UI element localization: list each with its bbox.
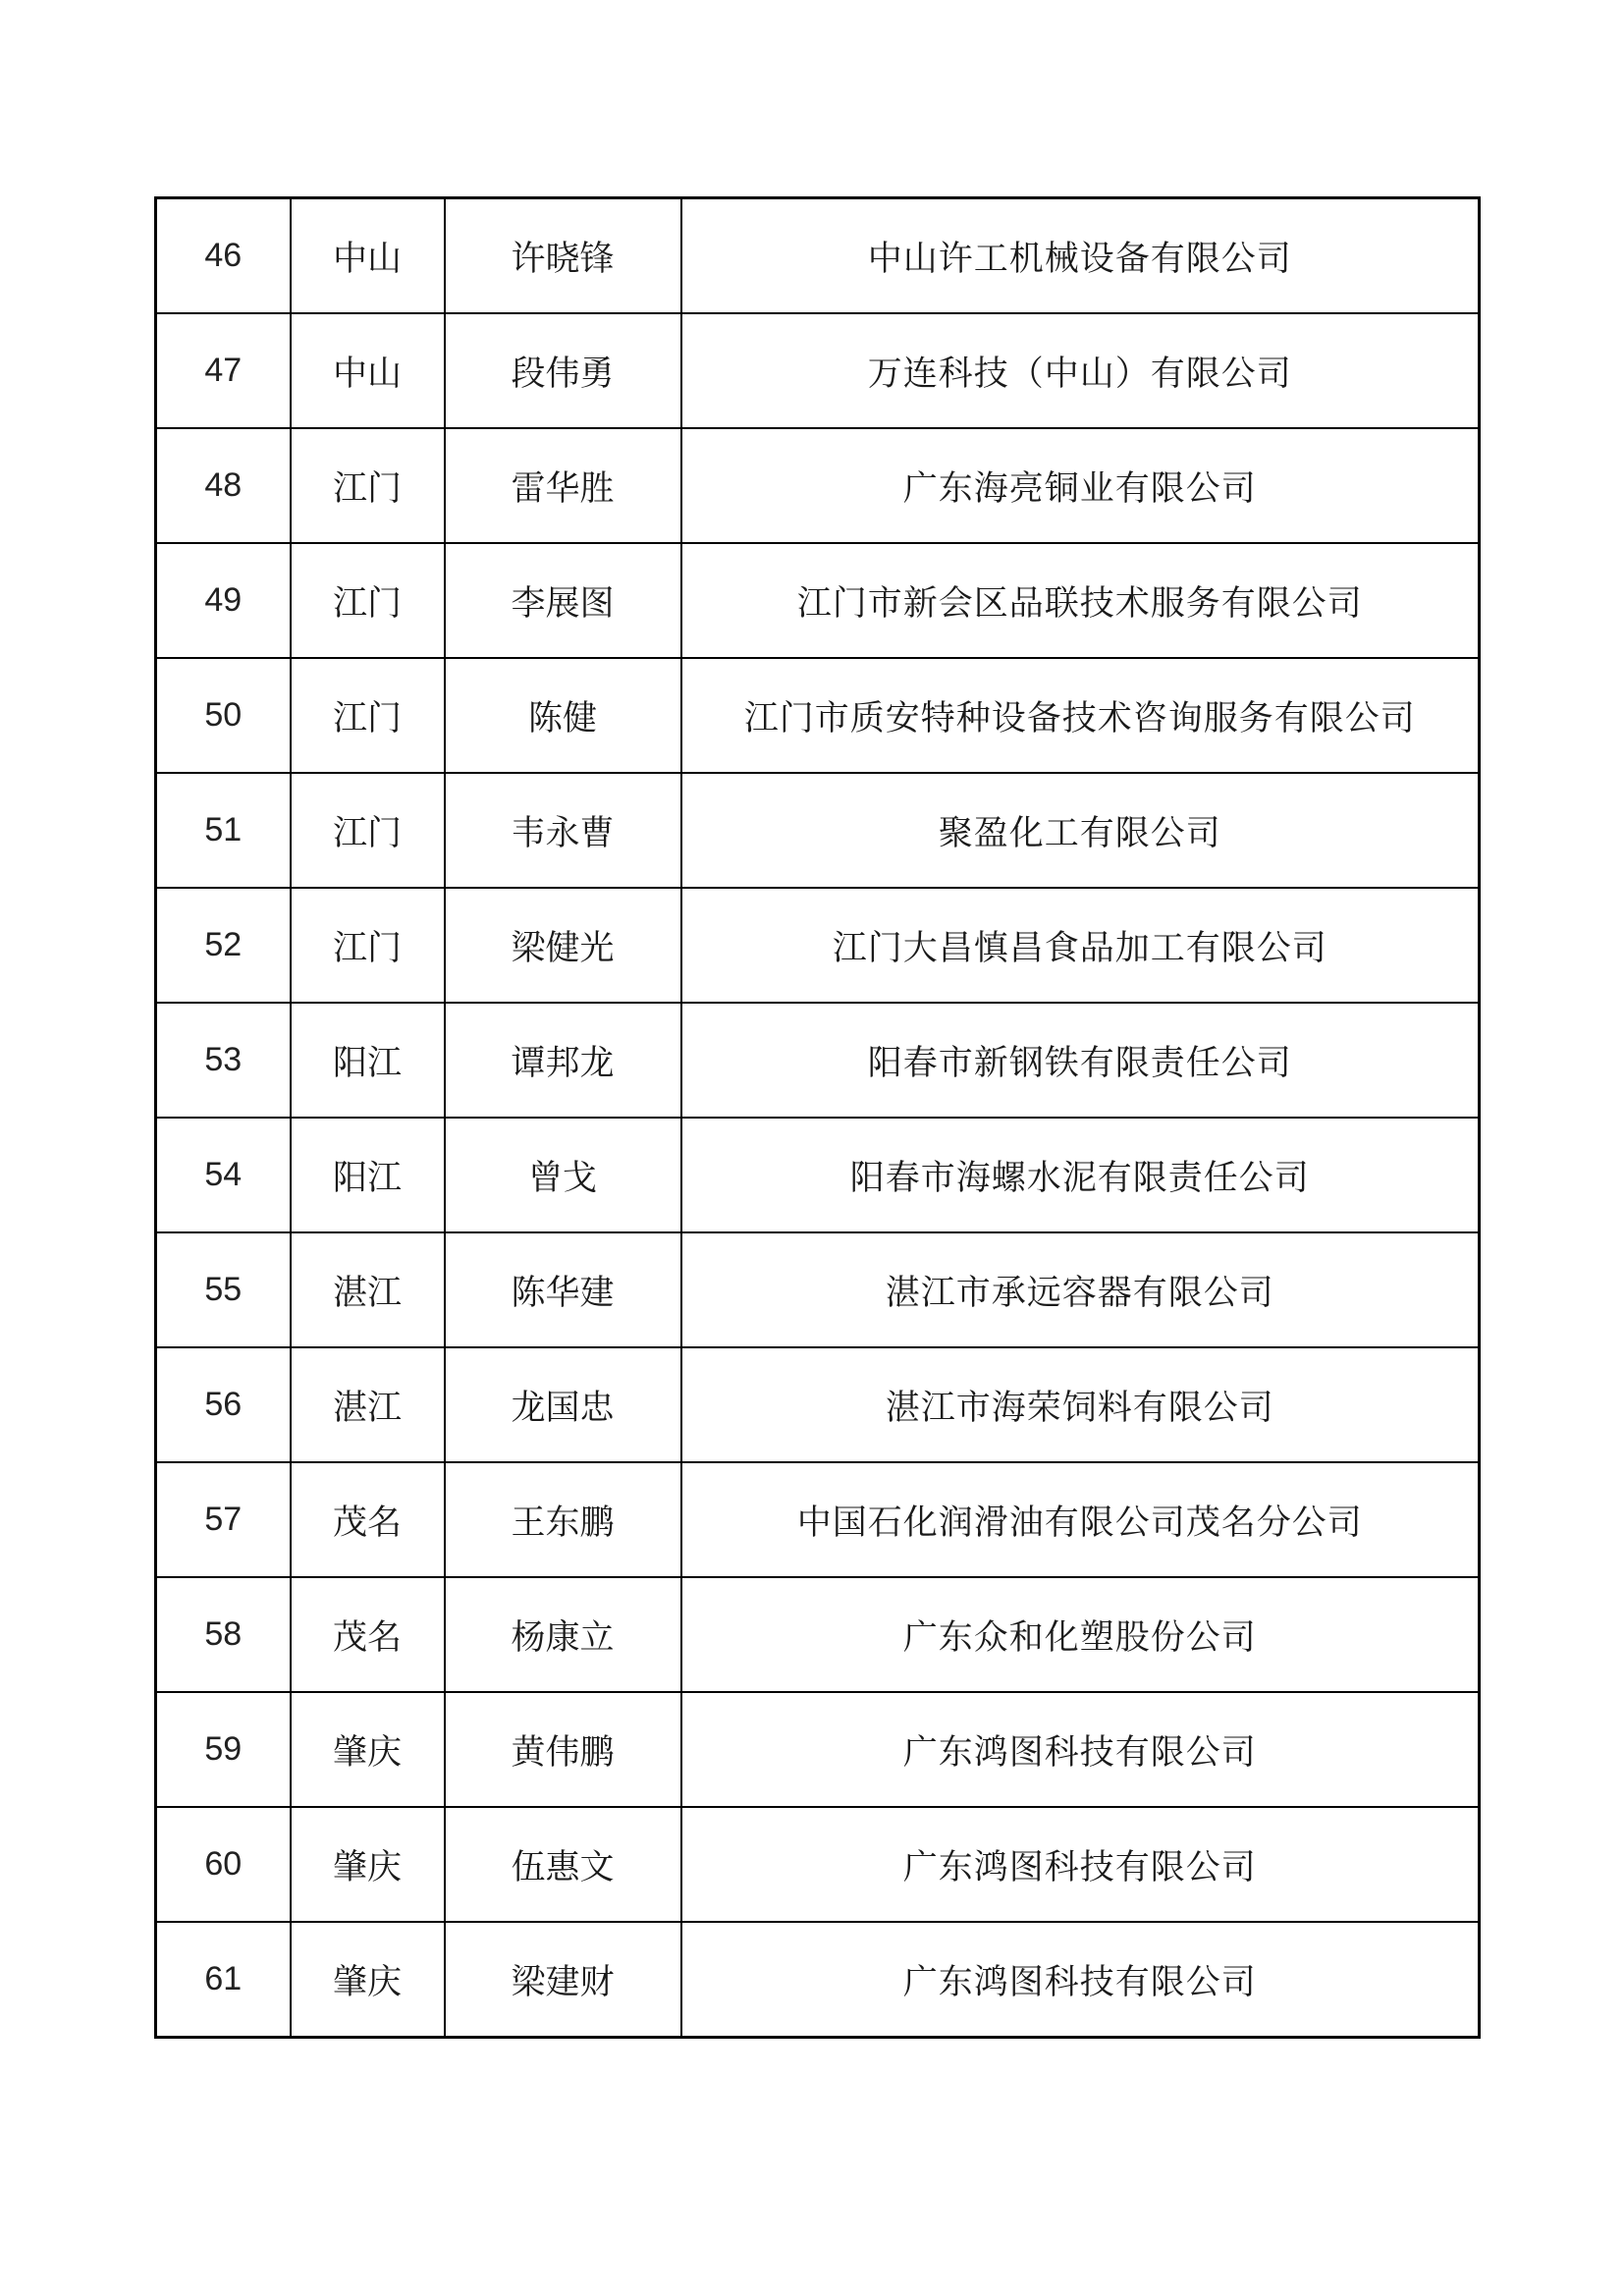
company-cell: 阳春市海螺水泥有限责任公司 [681, 1118, 1480, 1232]
city-cell: 湛江 [291, 1232, 445, 1347]
company-cell: 江门市新会区品联技术服务有限公司 [681, 543, 1480, 658]
company-cell: 中国石化润滑油有限公司茂名分公司 [681, 1462, 1480, 1577]
table-row [156, 658, 1480, 773]
company-cell: 中山许工机械设备有限公司 [681, 198, 1480, 314]
company-cell: 广东鸿图科技有限公司 [681, 1692, 1480, 1807]
row-number-cell: 56 [156, 1347, 291, 1462]
city-cell: 江门 [291, 428, 445, 543]
company-cell: 江门大昌慎昌食品加工有限公司 [681, 888, 1480, 1003]
person-name-cell: 许晓锋 [445, 198, 681, 314]
person-name-cell: 陈华建 [445, 1232, 681, 1347]
person-name-cell: 段伟勇 [445, 313, 681, 428]
city-cell: 阳江 [291, 1003, 445, 1118]
city-cell: 江门 [291, 658, 445, 773]
table-row [156, 543, 1480, 658]
company-cell: 湛江市海荣饲料有限公司 [681, 1347, 1480, 1462]
row-number-cell: 47 [156, 313, 291, 428]
table-row [156, 1692, 1480, 1807]
city-cell: 江门 [291, 888, 445, 1003]
row-number-cell: 46 [156, 198, 291, 314]
city-cell: 中山 [291, 313, 445, 428]
row-number-cell: 49 [156, 543, 291, 658]
table-row [156, 1922, 1480, 2038]
city-cell: 肇庆 [291, 1692, 445, 1807]
person-name-cell: 陈健 [445, 658, 681, 773]
table-row [156, 1118, 1480, 1232]
row-number-cell: 55 [156, 1232, 291, 1347]
person-name-cell: 伍惠文 [445, 1807, 681, 1922]
company-cell: 万连科技（中山）有限公司 [681, 313, 1480, 428]
person-name-cell: 李展图 [445, 543, 681, 658]
company-cell: 广东鸿图科技有限公司 [681, 1922, 1480, 2038]
city-cell: 湛江 [291, 1347, 445, 1462]
row-number-cell: 53 [156, 1003, 291, 1118]
company-cell: 广东海亮铜业有限公司 [681, 428, 1480, 543]
city-cell: 肇庆 [291, 1922, 445, 2038]
table-row [156, 198, 1480, 314]
city-cell: 阳江 [291, 1118, 445, 1232]
personnel-table-body [156, 198, 1480, 2038]
row-number-cell: 58 [156, 1577, 291, 1692]
person-name-cell: 黄伟鹏 [445, 1692, 681, 1807]
city-cell: 江门 [291, 773, 445, 888]
company-cell: 江门市质安特种设备技术咨询服务有限公司 [681, 658, 1480, 773]
city-cell: 江门 [291, 543, 445, 658]
city-cell: 茂名 [291, 1577, 445, 1692]
row-number-cell: 60 [156, 1807, 291, 1922]
table-row [156, 313, 1480, 428]
company-cell: 湛江市承远容器有限公司 [681, 1232, 1480, 1347]
city-cell: 中山 [291, 198, 445, 314]
city-cell: 茂名 [291, 1462, 445, 1577]
row-number-cell: 54 [156, 1118, 291, 1232]
company-cell: 广东鸿图科技有限公司 [681, 1807, 1480, 1922]
table-row [156, 1232, 1480, 1347]
table-row [156, 1347, 1480, 1462]
person-name-cell: 梁健光 [445, 888, 681, 1003]
table-row [156, 428, 1480, 543]
row-number-cell: 50 [156, 658, 291, 773]
person-name-cell: 王东鹏 [445, 1462, 681, 1577]
person-name-cell: 曾戈 [445, 1118, 681, 1232]
row-number-cell: 52 [156, 888, 291, 1003]
table-row [156, 1462, 1480, 1577]
company-cell: 广东众和化塑股份公司 [681, 1577, 1480, 1692]
row-number-cell: 51 [156, 773, 291, 888]
company-cell: 阳春市新钢铁有限责任公司 [681, 1003, 1480, 1118]
row-number-cell: 57 [156, 1462, 291, 1577]
table-row [156, 1807, 1480, 1922]
person-name-cell: 杨康立 [445, 1577, 681, 1692]
row-number-cell: 59 [156, 1692, 291, 1807]
person-name-cell: 雷华胜 [445, 428, 681, 543]
row-number-cell: 48 [156, 428, 291, 543]
table-row [156, 1577, 1480, 1692]
table-row [156, 773, 1480, 888]
table-row [156, 1003, 1480, 1118]
table-row [156, 888, 1480, 1003]
person-name-cell: 龙国忠 [445, 1347, 681, 1462]
person-name-cell: 梁建财 [445, 1922, 681, 2038]
personnel-table [154, 196, 1481, 2039]
row-number-cell: 61 [156, 1922, 291, 2038]
company-cell: 聚盈化工有限公司 [681, 773, 1480, 888]
city-cell: 肇庆 [291, 1807, 445, 1922]
person-name-cell: 韦永曹 [445, 773, 681, 888]
person-name-cell: 谭邦龙 [445, 1003, 681, 1118]
